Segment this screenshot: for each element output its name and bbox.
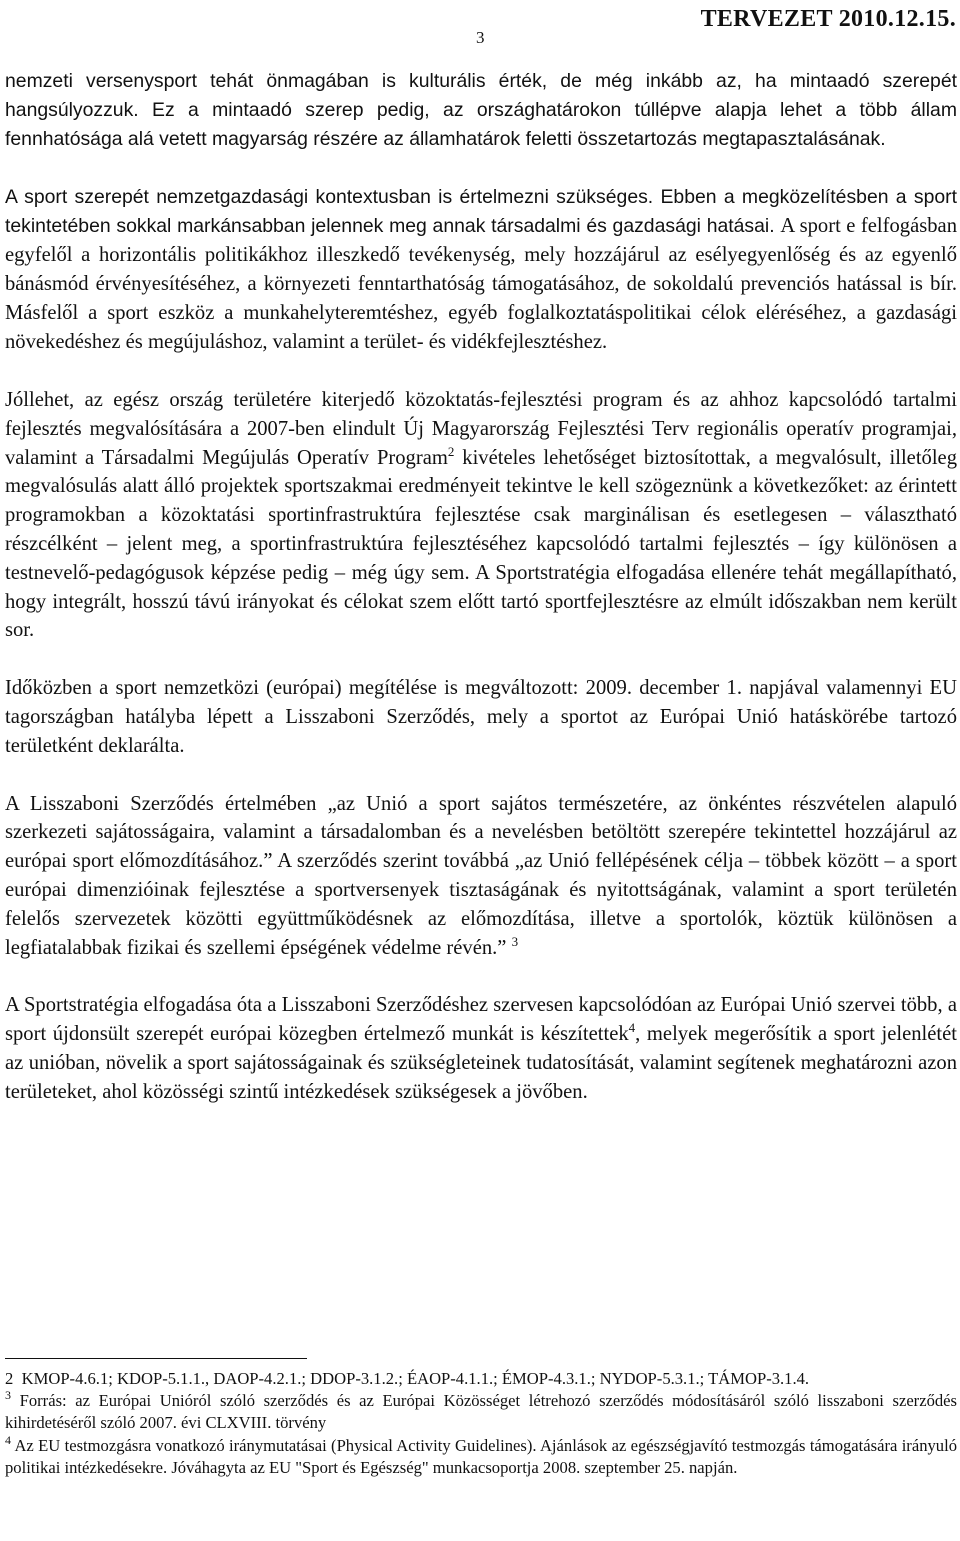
footnote-marker: 4 xyxy=(5,1432,11,1447)
footnote-text: Forrás: az Európai Unióról szóló szerződés és az Európai Közösséget létrehozó szerződés módosításáról szóló lisszaboni szerződés kihirdetéséről szóló 2007. évi CLXVIII. törvény xyxy=(5,1391,957,1433)
paragraph-eu-bodies-part2: , melyek megerősítik a sport jelenlétét az unióban, növelik a sport sajátosságainak és szükségleteinek tudatosítását, valamint segítenek meghatározni azon területeket, ahol közösségi szintű intézkedések szükségesek a jövőben. xyxy=(5,1023,958,1103)
paragraph-lisbon-treaty xyxy=(5,790,957,963)
paragraph-development-programs-part1: Jóllehet, az egész ország területére kiterjedő közoktatás-fejlesztési program és az ahhoz kapcsolódó tartalmi fejlesztés megvalósítására a 2007-ben elindult Új Magyarország Fejlesztési Terv regionális operatív programjai, valamint a Társadalmi Megújulás Operatív Program xyxy=(5,389,957,469)
footnote-ref-3[interactable]: 3 xyxy=(511,933,519,949)
footnote-text: KMOP-4.6.1; KDOP-5.1.1., DAOP-4.2.1.; DDOP-3.1.2.; ÉAOP-4.1.1.; ÉMOP-4.3.1.; NYDOP-5.3.1.; TÁMOP-3.1.4. xyxy=(21,1369,810,1388)
paragraph-lisbon-treaty-text: A Lisszaboni Szerződés értelmében „az Unió a sport sajátos természetére, az önkéntes részvételen alapuló szerkezeti sajátosságaira, valamint a társadalomban és a nevelésben betöltött szerepére tekintettel hozzájárul az európai sport előmozdításához.” A szerződés szerint továbbá „az Unió fellépésének célja – többek között – a sport európai dimenzióinak fejlesztése a sportversenyek tisztaságának és nyitottságának, valamint a sport területén felelős szervezetek közötti együttműködésnek az előmozdítása, illetve a sportolók, köztük különösen a legfiatalabbak fizikai és szellemi épségének védelme révén.” xyxy=(5,792,957,959)
footnote-divider xyxy=(5,1358,307,1359)
paragraph-economic-context xyxy=(5,183,957,357)
paragraph-eu-bodies-part1: A Sportstratégia elfogadása óta a Lisszaboni Szerződéshez szervesen kapcsolódóan az Európai Unió szervei több, a sport újdonsült szerepét európai közegben értelmező munkát is készítettek xyxy=(5,994,957,1046)
footnotes xyxy=(5,1368,957,1479)
footnote-item xyxy=(5,1390,957,1434)
footnote-text: Az EU testmozgásra vonatkozó iránymutatásai (Physical Activity Guidelines). Ajánlások az egészségjavító testmozgás támogatására irányuló politikai intézkedésekre. Jóváhagyta az EU "Sport és Egészség" munkacsoportja 2008. szeptember 25. napján. xyxy=(5,1435,957,1477)
paragraph-eu-bodies xyxy=(5,991,957,1106)
paragraph-national-sport: nemzeti versenysport tehát önmagában is kulturális érték, de még inkább az, ha mintaadó szerepét hangsúlyozzuk. Ez a mintaadó szerep pedig, az országhatárokon túllépve alapja lehet a több állam fennhatósága alá vetett magyarság részére az államhatárok feletti összetartozás megtapasztalásának. xyxy=(5,70,957,150)
body-text xyxy=(5,67,957,1107)
footnote-marker: 3 xyxy=(5,1388,11,1403)
footnote-item xyxy=(5,1432,957,1479)
paragraph-development-programs xyxy=(5,386,957,645)
footnote-ref-4[interactable]: 4 xyxy=(628,1020,636,1036)
draft-date-label: TERVEZET 2010.12.15. xyxy=(700,6,956,32)
paragraph-economic-context-serif: A sport e felfogásban egyfelől a horizontális politikákhoz illeszkedő tevékenység, mely hozzájárul az esélyegyenlőség és az egyenlő bánásmód érvényesítéséhez, a környezeti fenntarthatóság támogatásához, de sokoldalú prevenciós hatással is bír. Másfelől a sport eszköz a munkahelyteremtéshez, egyéb foglalkoztatáspolitikai célok eléréséhez, a gazdasági növekedéshez és megújuláshoz, valamint a terület- és vidékfejlesztéshez. xyxy=(5,215,957,353)
footnote-ref-2[interactable]: 2 xyxy=(447,443,455,459)
paragraph-eu-assessment: Időközben a sport nemzetközi (európai) megítélése is megváltozott: 2009. december 1. napjával valamennyi EU tagországban hatályba lépett a Lisszaboni Szerződés, mely a sportot az Európai Unió hatáskörébe tartozó területként deklarálta. xyxy=(5,677,957,757)
page-number: 3 xyxy=(476,28,485,47)
footnote-marker: 2 xyxy=(5,1369,14,1388)
paragraph-development-programs-part2: kivételes lehetőséget biztosítottak, a megvalósult, illetőleg megvalósulás alatt álló projektek sportszakmai eredményeit tekintve le kell szögeznünk a következőket: az érintett programokban a közoktatási sportinfrastruktúra fejlesztése csak marginálisan és esetlegesen – választható részcélként – jelent meg, a sportinfrastruktúra fejlesztéséhez kapcsolódó tartalmi fejlesztés – így különösen a testnevelő-pedagógusok képzése pedig – még úgy sem. A Sportstratégia elfogadása ellenére tehát megállapítható, hogy integrált, hosszú távú irányokat és célokat szem előtt tartó sportfejlesztésre az elmúlt időszakban nem került sor. xyxy=(5,446,957,642)
footnote-item xyxy=(5,1368,957,1390)
paragraph-economic-context-sans: A sport szerepét nemzetgazdasági kontextusban is értelmezni szükséges. Ebben a megközelítésben a sport tekintetében sokkal markánsabban jelennek meg annak társadalmi és gazdasági hatásai. xyxy=(5,186,957,237)
